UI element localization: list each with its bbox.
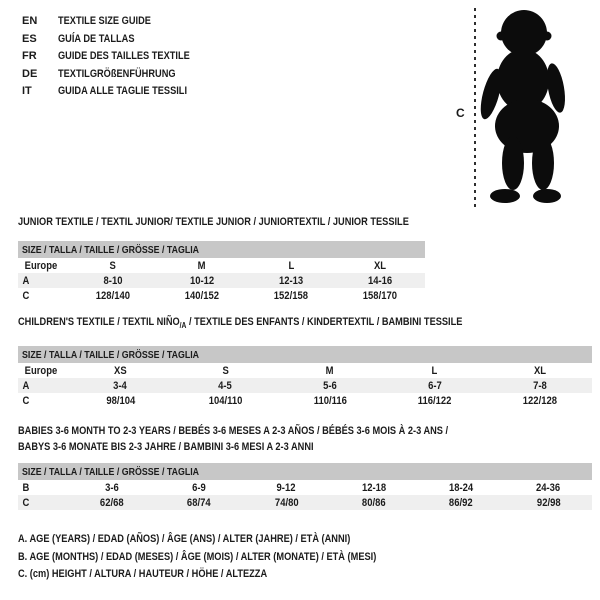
row-label: C [22, 496, 30, 509]
size-header-bar: SIZE / TALLA / TAILLE / GRÖSSE / TAGLIA [18, 241, 425, 258]
children-section-title: CHILDREN'S TEXTILE / TEXTIL $NIÑO_{/A}$ / TEXTILE DES ENFANTS / KINDERTEXTIL / BAMBINI TESSILE [18, 316, 463, 331]
row-label: C [22, 394, 30, 407]
language-title: TEXTILGRÖßENFÜHRUNG [58, 67, 176, 80]
height-marker-label: C [456, 106, 465, 120]
language-code: EN [22, 15, 38, 27]
row-label: B [22, 481, 30, 494]
footnote-a: A. AGE (YEARS) / EDAD (AÑOS) / ÂGE (ANS) / ALTER (JAHRE) / ETÀ (ANNI) [18, 533, 351, 545]
language-row [22, 48, 215, 66]
table-row: B 3-6 6-9 9-12 12-18 18-24 24-36 [22, 481, 561, 494]
toddler-silhouette-image [478, 6, 570, 208]
row-label: C [22, 289, 30, 302]
table-row: A 8-10 10-12 12-13 14-16 [18, 273, 425, 288]
footnote-legend [18, 531, 445, 584]
language-code: FR [22, 50, 37, 62]
row-label: Europe [24, 364, 58, 377]
footnote-c: C. (cm) HEIGHT / ALTURA / HAUTEUR / HÖHE / ALTEZZA [18, 568, 268, 581]
table-row: C 128/140 140/152 152/158 158/170 [22, 289, 398, 302]
language-row [22, 13, 215, 31]
table-row: Europe XS S M L XL [24, 364, 546, 377]
language-code: IT [22, 85, 32, 97]
row-label: Europe [24, 259, 58, 272]
babies-section-title: BABIES 3-6 MONTH TO 2-3 YEARS / BEBÉS 3-6 MESES A 2-3 AÑOS / BÉBÉS 3-6 MOIS À 2-3 ANS / BABYS 3-6 MONATE BIS 2-3 JAHRE / BAMBINI 3-6 MESI A 2-3 ANNI [18, 425, 449, 453]
language-title: GUIDA ALLE TAGLIE TESSILI [58, 85, 188, 97]
table-row: C 98/104 104/110 110/116 116/122 122/128 [22, 394, 557, 407]
junior-section-title: JUNIOR TEXTILE / TEXTIL JUNIOR/ TEXTILE JUNIOR / JUNIORTEXTIL / JUNIOR TESSILE [18, 216, 409, 228]
language-code: DE [22, 67, 38, 80]
table-row: Europe S M L XL [24, 259, 387, 272]
language-code: ES [22, 32, 37, 45]
table-row: A 3-4 4-5 5-6 6-7 7-8 [18, 378, 592, 393]
table-row: C 62/68 68/74 74/80 80/86 86/92 92/98 [18, 495, 592, 510]
language-title-list [22, 13, 215, 101]
row-label: A [22, 274, 30, 287]
children-size-table [18, 346, 592, 408]
size-header-bar: SIZE / TALLA / TAILLE / GRÖSSE / TAGLIA [18, 346, 592, 363]
babies-size-table [18, 463, 592, 510]
language-row [22, 66, 215, 84]
size-header-bar: SIZE / TALLA / TAILLE / GRÖSSE / TAGLIA [18, 463, 592, 480]
language-title: TEXTILE SIZE GUIDE [58, 15, 151, 27]
language-title: GUÍA DE TALLAS [58, 32, 135, 45]
row-label: A [22, 379, 30, 392]
height-measure-dotted-line [474, 8, 476, 211]
footnote-b: B. AGE (MONTHS) / EDAD (MESES) / ÂGE (MOIS) / ALTER (MONATE) / ETÀ (MESI) [18, 550, 377, 563]
junior-size-table [18, 241, 425, 303]
language-row [22, 83, 215, 101]
language-title: GUIDE DES TAILLES TEXTILE [58, 50, 190, 62]
language-row [22, 31, 215, 49]
